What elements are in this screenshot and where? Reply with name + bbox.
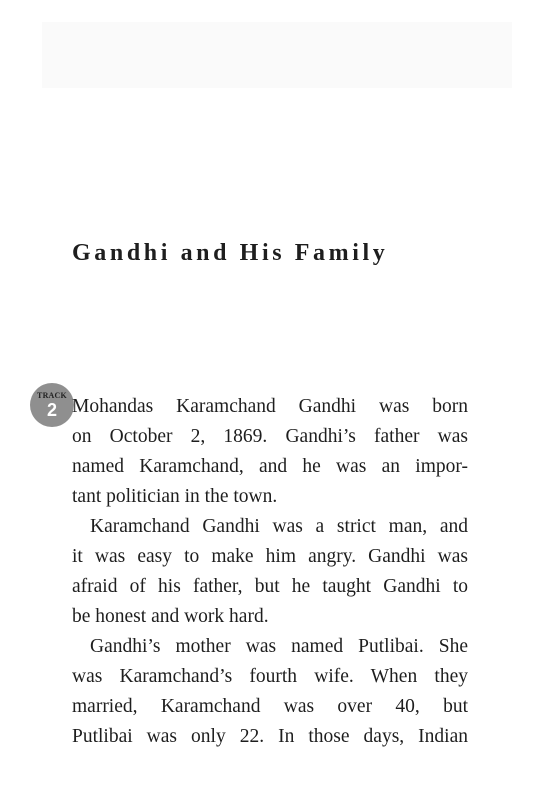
text-line: it was easy to make him angry. Gandhi was bbox=[72, 546, 468, 567]
text-line: was Karamchand’s fourth wife. When they bbox=[72, 666, 468, 687]
body-text bbox=[72, 392, 468, 752]
text-line: Putlibai was only 22. In those days, Indian bbox=[72, 726, 468, 747]
paragraph-1 bbox=[72, 392, 468, 512]
track-label: TRACK bbox=[37, 391, 67, 400]
text-line: married, Karamchand was over 40, but bbox=[72, 696, 468, 717]
chapter-title: Gandhi and His Family bbox=[72, 240, 389, 266]
track-number: 2 bbox=[46, 400, 57, 420]
paragraph-2 bbox=[72, 512, 468, 632]
text-line: Karamchand Gandhi was a strict man, and bbox=[90, 516, 468, 537]
audio-track-badge[interactable] bbox=[30, 383, 74, 427]
text-line: afraid of his father, but he taught Gandhi to bbox=[72, 576, 468, 597]
text-line: tant politician in the town. bbox=[72, 486, 278, 507]
text-line: be honest and work hard. bbox=[72, 606, 269, 627]
page-header-band bbox=[42, 22, 512, 88]
text-line: on October 2, 1869. Gandhi’s father was bbox=[72, 426, 468, 447]
text-line: named Karamchand, and he was an impor- bbox=[72, 456, 468, 477]
text-line: Mohandas Karamchand Gandhi was born bbox=[72, 396, 468, 417]
text-line: Gandhi’s mother was named Putlibai. She bbox=[90, 636, 468, 657]
paragraph-3 bbox=[72, 632, 468, 752]
